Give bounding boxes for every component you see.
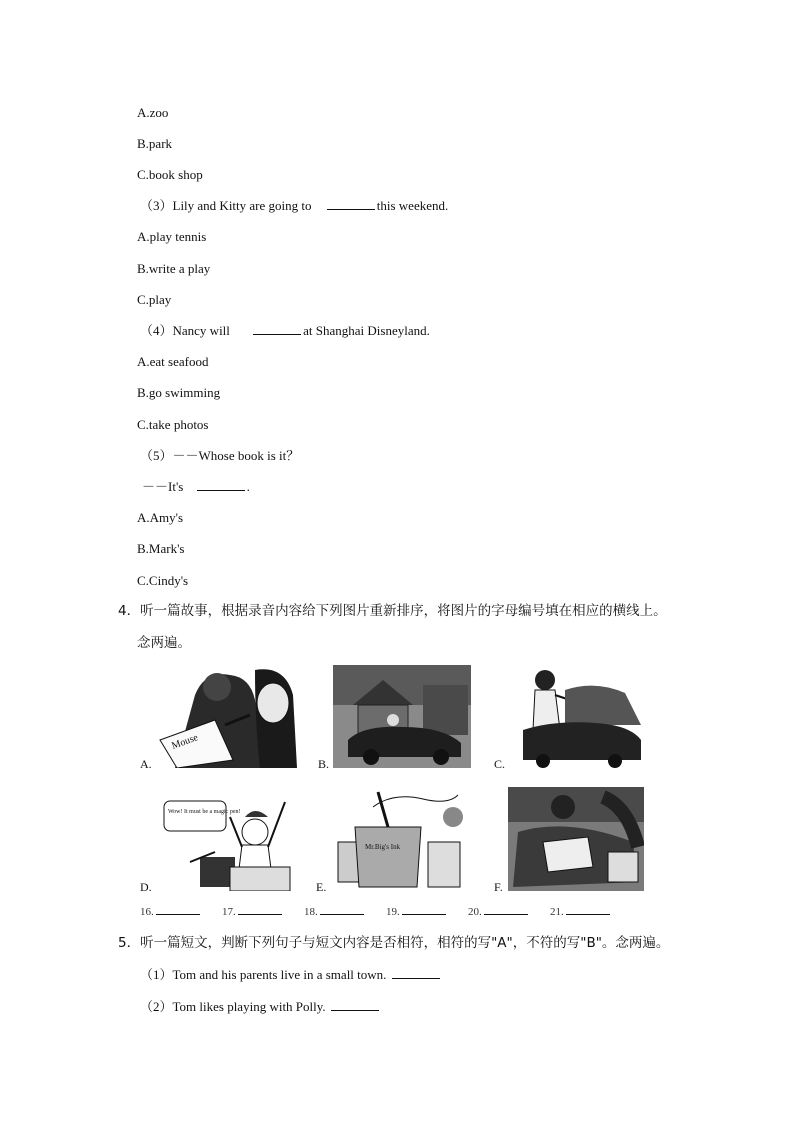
question-3 bbox=[140, 198, 448, 214]
question-4 bbox=[140, 323, 430, 339]
answer-blank[interactable] bbox=[320, 906, 364, 915]
ordering-item: 16. bbox=[140, 906, 222, 918]
question-4-text: （4）Nancy will bbox=[140, 323, 230, 338]
picture-e bbox=[333, 787, 471, 891]
picture-c bbox=[515, 665, 643, 768]
picture-a bbox=[155, 665, 297, 768]
answer-blank[interactable] bbox=[156, 906, 200, 915]
answer-blank[interactable] bbox=[331, 999, 379, 1011]
option-a: A.play tennis bbox=[137, 229, 207, 244]
section-4-instruction-cont: 念两遍。 bbox=[137, 635, 191, 651]
answer-prefix: －－It's bbox=[142, 479, 184, 494]
answer-suffix: . bbox=[246, 479, 250, 494]
picture-label-b: B. bbox=[318, 757, 330, 771]
answer-blank[interactable] bbox=[566, 906, 610, 915]
option-b: B.park bbox=[137, 136, 173, 151]
answer-blank[interactable] bbox=[327, 198, 375, 210]
picture-label-c: C. bbox=[494, 757, 506, 771]
picture-e-label: Mr.Big's Ink bbox=[365, 843, 401, 851]
answer-blank[interactable] bbox=[402, 906, 446, 915]
option-a: A.Amy's bbox=[137, 510, 184, 525]
answer-blank[interactable] bbox=[392, 967, 440, 979]
option-b: B.Mark's bbox=[137, 541, 185, 556]
question-5: （5）－－Whose book is it？ bbox=[140, 448, 300, 463]
question-3-suffix: this weekend. bbox=[376, 198, 449, 213]
picture-label-f: F. bbox=[494, 880, 503, 894]
option-c: C.play bbox=[137, 292, 172, 307]
option-a: A.zoo bbox=[137, 105, 169, 120]
section-4-instruction: 4．听一篇故事，根据录音内容给下列图片重新排序，将图片的字母编号填在相应的横线上。 bbox=[118, 603, 667, 619]
section-5-statement-1 bbox=[140, 967, 442, 983]
ordering-item: 18. bbox=[304, 906, 386, 918]
question-4-suffix: at Shanghai Disneyland. bbox=[303, 323, 430, 338]
option-c: C.Cindy's bbox=[137, 573, 189, 588]
ordering-item: 17. bbox=[222, 906, 304, 918]
ordering-item: 21. bbox=[550, 906, 632, 918]
option-c: C.take photos bbox=[137, 417, 209, 432]
option-c: C.book shop bbox=[137, 167, 203, 182]
statement-1-text: （1）Tom and his parents live in a small town. bbox=[140, 967, 387, 982]
option-a: A.eat seafood bbox=[137, 354, 209, 369]
option-b: B.go swimming bbox=[137, 385, 221, 400]
picture-label-e: E. bbox=[316, 880, 327, 894]
ordering-answer-row bbox=[140, 906, 632, 918]
question-5-answer bbox=[142, 479, 250, 495]
ordering-item: 19. bbox=[386, 906, 468, 918]
section-5-statement-2 bbox=[140, 999, 381, 1015]
picture-label-a: A. bbox=[140, 757, 152, 771]
picture-a-word: Mouse bbox=[170, 732, 200, 752]
ordering-item: 20. bbox=[468, 906, 550, 918]
picture-label-d: D. bbox=[140, 880, 152, 894]
picture-f bbox=[508, 787, 644, 891]
answer-blank[interactable] bbox=[484, 906, 528, 915]
picture-d-speech: Wow! It must be a magic pen! bbox=[168, 809, 241, 815]
answer-blank[interactable] bbox=[253, 323, 301, 335]
answer-blank[interactable] bbox=[238, 906, 282, 915]
section-5-instruction: 5．听一篇短文，判断下列句子与短文内容是否相符，相符的写"A"，不符的写"B"。念两遍。 bbox=[118, 935, 670, 951]
question-3-text: （3）Lily and Kitty are going to bbox=[140, 198, 312, 213]
picture-d bbox=[160, 787, 296, 891]
option-b: B.write a play bbox=[137, 261, 211, 276]
picture-b bbox=[333, 665, 471, 768]
statement-2-text: （2）Tom likes playing with Polly. bbox=[140, 999, 326, 1014]
answer-blank[interactable] bbox=[197, 479, 245, 491]
